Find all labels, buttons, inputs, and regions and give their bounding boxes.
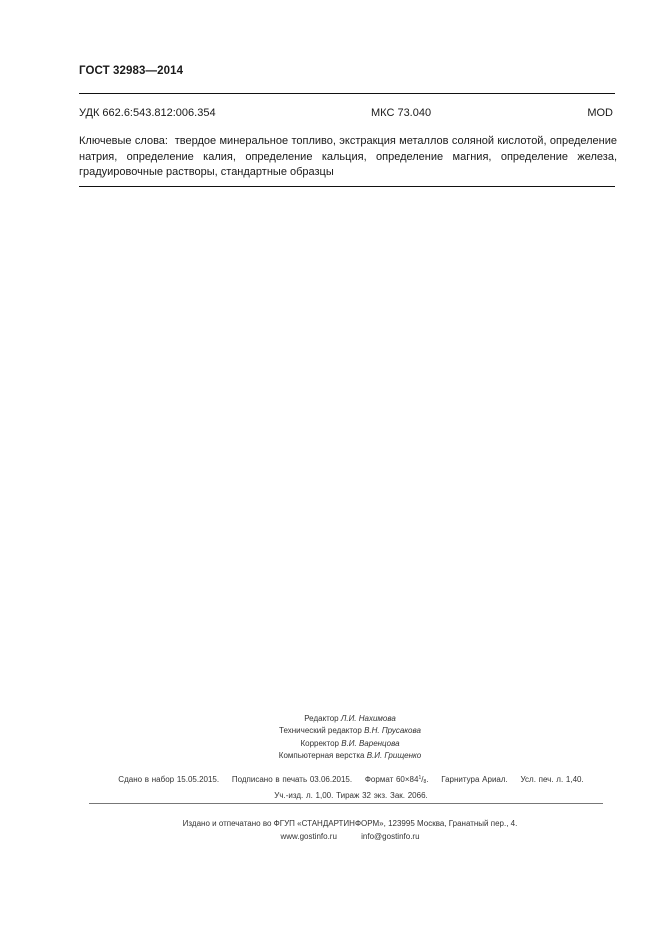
- email-link[interactable]: info@gostinfo.ru: [361, 832, 420, 841]
- classification-row: [79, 107, 615, 121]
- print-imprint: [86, 772, 616, 802]
- keywords-label: Ключевые слова:: [79, 135, 168, 147]
- credit-layout: Компьютерная верстка В.И. Грищенко: [278, 751, 422, 761]
- credit-editor: Редактор Л.И. Нахимова: [304, 714, 396, 723]
- udc-code: УДК 662.6:543.812:006.354: [79, 107, 216, 119]
- mod-label: MOD: [587, 107, 613, 119]
- keywords-paragraph: [79, 134, 617, 181]
- imprint-line-2: Уч.-изд. л. 1,00. Тираж 32 экз. Зак. 2066.: [274, 791, 428, 800]
- mks-code: МКС 73.040: [371, 107, 432, 119]
- format-value: Формат $60\times 84^1/_8$.: [364, 775, 429, 785]
- keywords-divider: [79, 186, 615, 187]
- editorial-credits: [240, 713, 460, 763]
- imprint-divider: [89, 803, 603, 804]
- credit-technical-editor: Технический редактор В.Н. Прусакова: [279, 726, 421, 736]
- keywords-text: твердое минеральное топливо, экстракция металлов соляной кислотой, определение натрия, определение калия, определение кальция, определение магния, определение железа, градуировочные растворы, стандартные образцы: [79, 135, 617, 178]
- website-link[interactable]: www.gostinfo.ru: [280, 832, 337, 841]
- publisher-info: [140, 817, 560, 843]
- publisher-line: Издано и отпечатано во ФГУП «СТАНДАРТИНФОРМ», 123995 Москва, Гранатный пер., 4.: [182, 819, 518, 828]
- credit-proofreader: Корректор В.И. Варенцова: [300, 738, 400, 748]
- standard-title: ГОСТ 32983—2014: [79, 65, 184, 77]
- top-divider: [79, 93, 615, 94]
- imprint-line-1: Сдано в набор 15.05.2015. Подписано в печать 03.06.2015. Формат $60\times 84^1/_8$. Гарнитура Ариал. Усл. печ. л. 1,40.: [118, 775, 584, 785]
- publisher-contacts: [140, 830, 560, 843]
